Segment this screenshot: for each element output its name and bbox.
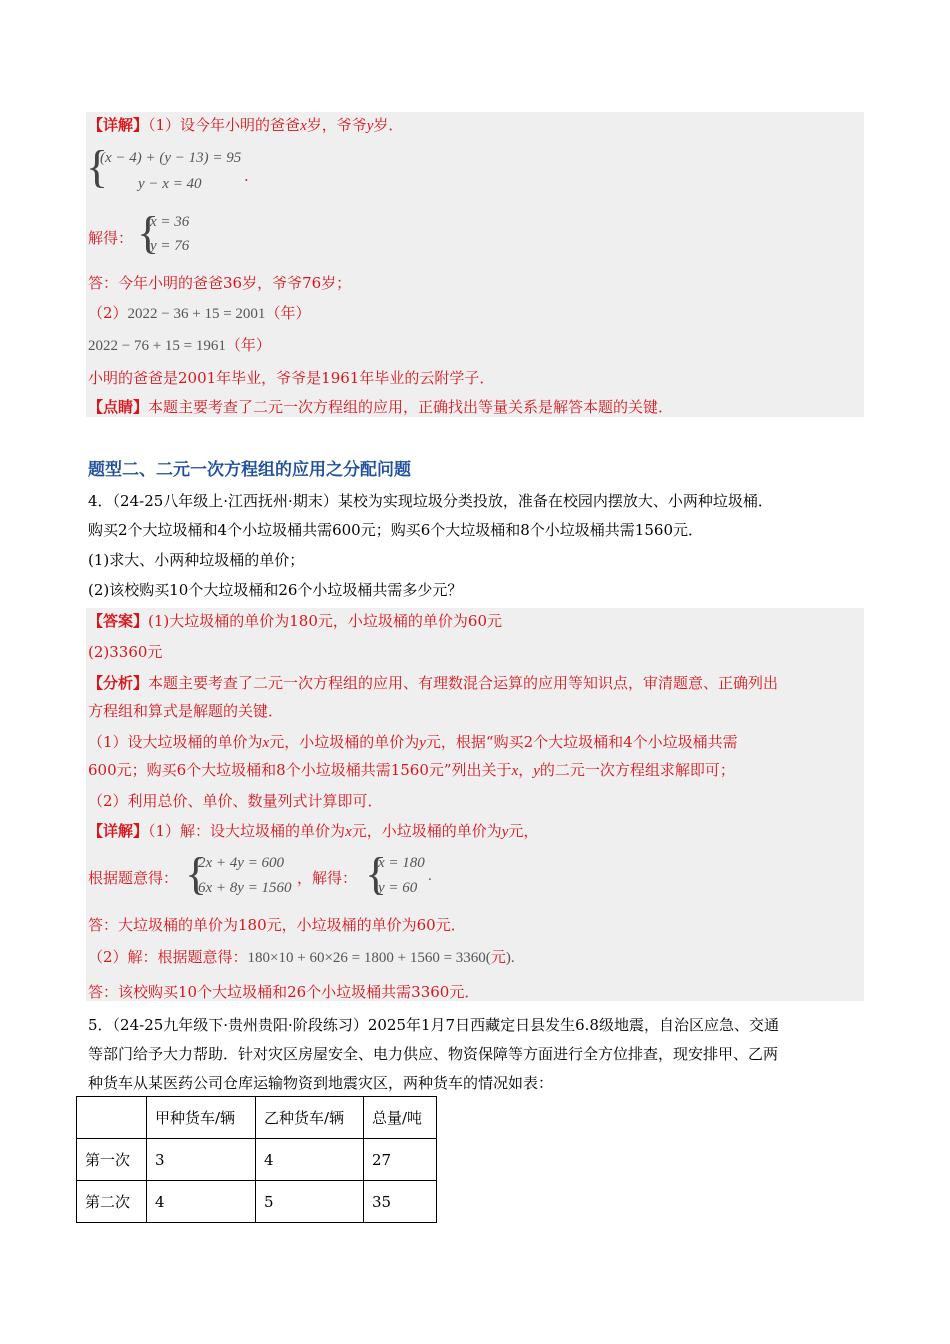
q5-line-1: 5．（24-25九年级下·贵州贵阳·阶段练习）2025年1月7日西藏定日县发生6.8级地震，自治区应急、交通 (88, 1016, 779, 1034)
table-cell: 3 (147, 1139, 256, 1181)
q4-analysis-3: （1）设大垃圾桶的单价为x元，小垃圾桶的单价为y元，根据“购买2个大垃圾桶和4个小垃圾桶共需 (88, 733, 738, 751)
table-cell: 27 (364, 1139, 437, 1181)
table-cell: 4 (256, 1139, 364, 1181)
detail-line: 【详解】（1）设今年小明的爸爸x岁，爷爷y岁． (88, 116, 404, 134)
table-row (77, 1181, 437, 1223)
truck-table (76, 1096, 437, 1223)
solution-x: x = 180 (378, 855, 425, 871)
q4-line-3: (1)求大、小两种垃圾桶的单价； (88, 551, 305, 569)
detail-label: 【详解】 (88, 116, 149, 134)
detail-label: 【详解】 (88, 822, 149, 840)
q4-answer-2: (2)3360元 (88, 643, 163, 661)
table-header-cell: 甲种货车/辆 (147, 1097, 256, 1139)
q4-line-4: (2)该校购买10个大垃圾桶和26个小垃圾桶共需多少元？ (88, 581, 463, 599)
part2-calc-2: 2022 − 76 + 15 = 1961（年） (88, 336, 271, 354)
table-cell: 4 (147, 1181, 256, 1223)
equation-2: 6x + 8y = 1560 (198, 880, 292, 896)
table-header-cell: 乙种货车/辆 (256, 1097, 364, 1139)
analysis-label: 【分析】 (88, 674, 149, 692)
table-cell: 第一次 (77, 1139, 147, 1181)
table-cell: 5 (256, 1181, 364, 1223)
q4-analysis-4: 600元；购买6个大垃圾桶和8个小垃圾桶共需1560元”列出关于x，y的二元一次方程组求解即可； (88, 761, 735, 779)
equation-1: 2x + 4y = 600 (198, 855, 285, 871)
q4-line-1: 4．（24-25八年级上·江西抚州·期末）某校为实现垃圾分类投放，准备在校园内摆放大、小两种垃圾桶． (88, 492, 773, 510)
calc-expression: 180×10 + 60×26 = 1800 + 1560 = 3360( (247, 950, 491, 966)
table-cell: 35 (364, 1181, 437, 1223)
q5-line-3: 种货车从某医药公司仓库运输物资到地震灾区，两种货车的情况如表： (88, 1074, 554, 1092)
conclusion: 小明的爸爸是2001年毕业，爷爷是1961年毕业的云附学子． (88, 369, 495, 387)
table-header-row (77, 1097, 437, 1139)
solve-label: 解得： (88, 229, 134, 247)
brace-icon: { (365, 848, 388, 899)
q4-analysis-1: 【分析】本题主要考查了二元一次方程组的应用、有理数混合运算的应用等知识点，审清题意、正确列出 (88, 674, 779, 692)
brace-icon: { (137, 207, 160, 258)
solution-y: y = 76 (150, 238, 190, 254)
q5-line-2: 等部门给予大力帮助．针对灾区房屋安全、电力供应、物资保障等方面进行全方位排查，现安排甲、乙两 (88, 1045, 779, 1063)
table-row (77, 1139, 437, 1181)
table-header-cell: 总量/吨 (364, 1097, 437, 1139)
q4-line-2: 购买2个大垃圾桶和4个小垃圾桶共需600元；购买6个大垃圾桶和8个小垃圾桶共需1560元． (88, 521, 703, 539)
q4-analysis-5: （2）利用总价、单价、数量列式计算即可． (88, 792, 383, 810)
q4-detail-1: 【详解】（1）解：设大垃圾桶的单价为x元，小垃圾桶的单价为y元， (88, 822, 539, 840)
equation-2: y − x = 40 (138, 176, 202, 192)
table-cell: 第二次 (77, 1181, 147, 1223)
part2-calc-1: （2）2022 − 36 + 15 = 2001（年） (88, 304, 311, 322)
q4-answer-line-2: 答：该校购买10个大垃圾桶和26个小垃圾桶共需3360元． (88, 983, 480, 1001)
section-heading: 题型二、二元一次方程组的应用之分配问题 (88, 460, 411, 480)
point-label: 【点睛】 (88, 398, 149, 416)
brace-icon: { (185, 848, 208, 899)
q4-detail-2: （2）解：根据题意得：180×10 + 60×26 = 1800 + 1560 = 3360(元). (88, 948, 515, 966)
q4-answer-1: 【答案】(1)大垃圾桶的单价为180元，小垃圾桶的单价为60元 (88, 612, 502, 630)
solution-y: y = 60 (378, 880, 418, 896)
equation-1: (x − 4) + (y − 13) = 95 (100, 150, 242, 166)
q4-analysis-2: 方程组和算式是解题的关键． (88, 702, 284, 720)
table-header-cell (77, 1097, 147, 1139)
by-label: 根据题意得： (88, 869, 179, 887)
solve-label: ，解得： (297, 869, 358, 887)
answer-1: 答：今年小明的爸爸36岁，爷爷76岁； (88, 274, 352, 292)
answer-label: 【答案】 (88, 612, 149, 630)
brace-icon: { (86, 141, 109, 192)
q4-answer-line-1: 答：大垃圾桶的单价为180元，小垃圾桶的单价为60元． (88, 916, 466, 934)
point-line: 【点睛】本题主要考查了二元一次方程组的应用，正确找出等量关系是解答本题的关键． (88, 398, 674, 416)
solution-x: x = 36 (150, 214, 190, 230)
